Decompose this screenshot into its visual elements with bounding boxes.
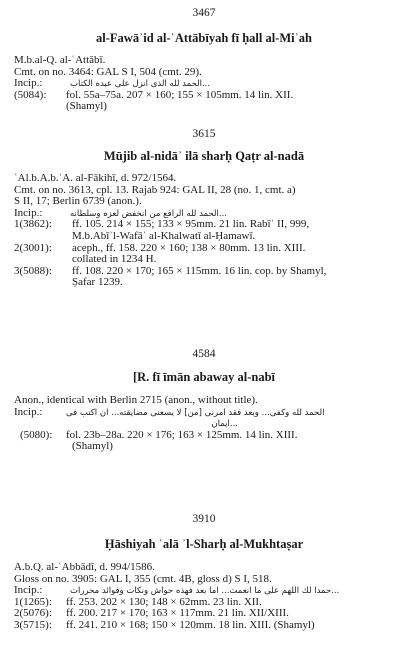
entry-3615 xyxy=(14,127,394,289)
manuscript-line-cont: (Shamyl) xyxy=(66,100,107,113)
commentary-line: Gloss on no. 3905: GAL I, 355 (cmt. 4B, gloss d) S I, 518. xyxy=(14,572,272,585)
manuscript-line-cont: (Shamyl) xyxy=(72,440,113,453)
entry-title: [R. fī īmān abaway al-nabī xyxy=(132,370,276,384)
entry-number: 3615 xyxy=(192,128,216,140)
incipit-line: Incip.: حمدا لك اللهم على ما انعمت... اما بعد فهذه حواش ونكات وفوائد محررات... xyxy=(14,584,340,597)
entry-number: 4584 xyxy=(192,348,216,360)
commentary-line-cont: S II, 17; Berlin 6739 (anon.). xyxy=(14,195,142,208)
manuscript-line: (5084): fol. 55a–75a. 207 × 160; 155 × 105mm. 14 lin. XII. xyxy=(14,88,294,101)
incipit-line: Incip.: الحمد لله الرافع من انخفض لعزه وسلطانه... xyxy=(14,206,227,219)
commentary-line: Cmt. on no. 3464: GAL S I, 504 (cmt. 29). xyxy=(14,65,202,78)
entry-3910 xyxy=(14,512,394,632)
entry-body xyxy=(14,55,394,113)
author-line: ʿAl.b.A.b.ʿA. al-Fākihī, d. 972/1564. xyxy=(14,172,177,184)
entry-4584 xyxy=(14,347,394,453)
manuscript-line: 1(3862): ff. 105. 214 × 155; 133 × 95mm. 21 lin. Rabīʿ II, 999, xyxy=(14,218,310,231)
entry-body xyxy=(14,395,394,453)
author-line: A.b.Q. al-ʿAbbādī, d. 994/1586. xyxy=(14,561,155,573)
author-line: M.b.al-Q. al-ʿAttābī. xyxy=(14,54,106,66)
incipit-line: Incip.: الحمد لله الذى انزل على عبده الكتاب... xyxy=(14,77,211,90)
incipit-line: Incip.: الحمد لله وكفى... وبعد فقد امرنى [من] لا يسعنى مضايقته... ان اكتب فى xyxy=(14,405,325,418)
entry-title: Ḥāshiyah ʿalā ʾl-Sharḥ al-Mukhtaṣar xyxy=(104,537,304,551)
manuscript-line: 3(5715): ff. 241. 210 × 168; 150 × 120mm. 18 lin. XIII. (Shamyl) xyxy=(14,618,315,631)
manuscript-line-cont: M.b.Abīʾl-Wafāʾ al-Khalwatī al-Ḥamawī. xyxy=(72,229,256,242)
manuscript-line-cont: Ṣafar 1239. xyxy=(72,276,123,289)
entry-body xyxy=(14,562,394,632)
entry-title: Mūjib al-nidāʾ ilā sharḥ Qaṭr al-nadā xyxy=(103,149,305,163)
entry-number: 3910 xyxy=(192,513,216,525)
manuscript-line: (5080): fol. 23b–28a. 220 × 176; 163 × 125mm. 14 lin. XIII. xyxy=(20,428,298,441)
manuscript-line: 3(5088): ff. 108. 220 × 170; 165 × 115mm. 16 lin. cop. by Shamyl, xyxy=(14,264,327,277)
entry-3467 xyxy=(14,6,394,113)
manuscript-line: 2(3001): aceph., ff. 158. 220 × 160; 138 × 80mm. 13 lin. XIII. xyxy=(14,241,306,254)
entry-title: al-Fawāʾid al-ʿAttābīyah fī ḥall al-Miʾah xyxy=(96,31,312,45)
incipit-line-cont: ايمان... xyxy=(211,419,238,430)
entry-number: 3467 xyxy=(192,7,216,19)
commentary-line: Cmt. on no. 3613, cpl. 13. Rajab 924: GAL II, 28 (no. 1, cmt. a) xyxy=(14,183,296,196)
entry-body xyxy=(14,173,394,289)
author-line: Anon., identical with Berlin 2715 (anon., without title). xyxy=(14,394,258,406)
manuscript-line: 2(5076): ff. 200. 217 × 170; 163 × 117mm. 21 lin. XII/XIII. xyxy=(14,607,289,620)
manuscript-line-cont: collated in 1234 H. xyxy=(72,253,157,266)
manuscript-line: 1(1265): ff. 253. 202 × 130; 148 × 62mm. 23 lin. XII. xyxy=(14,595,262,608)
